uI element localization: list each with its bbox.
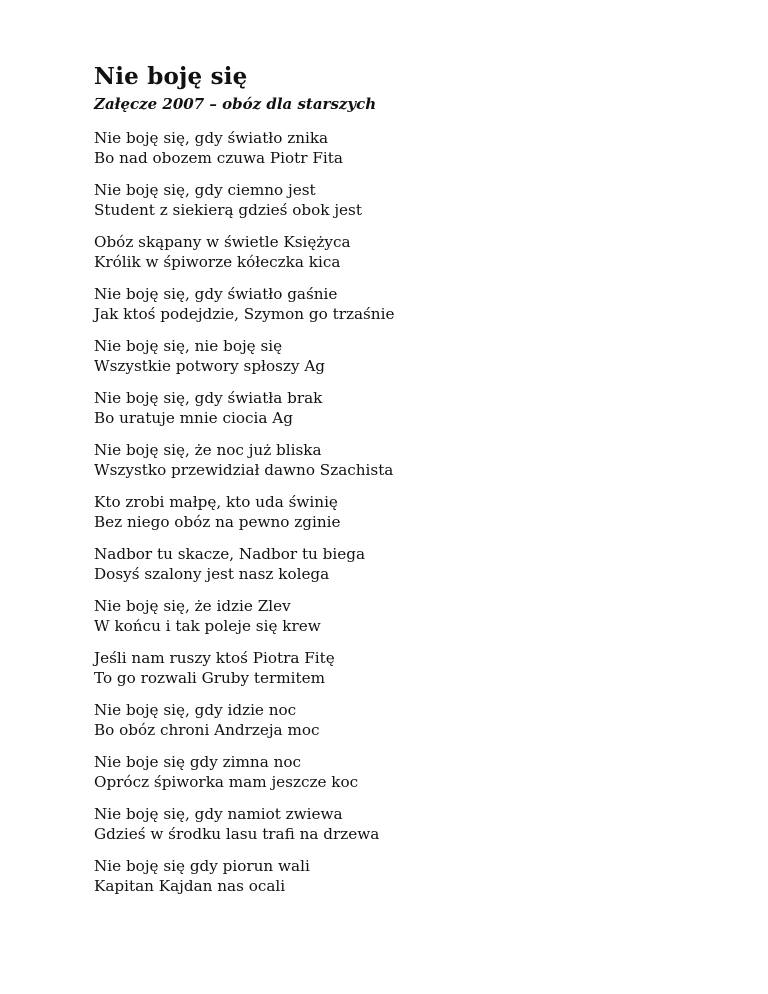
stanza <box>94 388 714 428</box>
stanza <box>94 128 714 168</box>
page-title: Nie boję się <box>94 63 248 90</box>
poem-line: Nie boję się, gdy światło znika <box>94 129 329 147</box>
poem-line: Królik w śpiworze kółeczka kica <box>94 253 341 271</box>
poem-line: Wszystko przewidział dawno Szachista <box>94 461 394 479</box>
poem-body <box>94 128 714 896</box>
poem-line: Kapitan Kajdan nas ocali <box>94 877 286 895</box>
page-subtitle: Załęcze 2007 – obóz dla starszych <box>94 95 377 113</box>
poem-line: Nadbor tu skacze, Nadbor tu biega <box>94 545 366 563</box>
stanza <box>94 856 714 896</box>
poem-line: Bez niego obóz na pewno zginie <box>94 513 341 531</box>
poem-line: Jeśli nam ruszy ktoś Piotra Fitę <box>94 649 335 667</box>
stanza <box>94 752 714 792</box>
poem-line: Nie boję się, gdy namiot zwiewa <box>94 805 343 823</box>
document-page <box>94 62 714 908</box>
poem-line: Bo nad obozem czuwa Piotr Fita <box>94 149 343 167</box>
poem-line: Nie boje się gdy zimna noc <box>94 753 302 771</box>
poem-line: To go rozwali Gruby termitem <box>94 669 326 687</box>
stanza <box>94 232 714 272</box>
stanza <box>94 284 714 324</box>
stanza <box>94 596 714 636</box>
poem-line: Nie boję się, że idzie Zlev <box>94 597 291 615</box>
poem-line: Wszystkie potwory spłoszy Ag <box>94 357 326 375</box>
poem-line: Oprócz śpiworka mam jeszcze koc <box>94 773 359 791</box>
poem-line: Nie boję się, gdy idzie noc <box>94 701 297 719</box>
stanza <box>94 336 714 376</box>
poem-line: Nie boję się, gdy ciemno jest <box>94 181 316 199</box>
stanza <box>94 700 714 740</box>
stanza <box>94 492 714 532</box>
stanza <box>94 804 714 844</box>
poem-line: Nie boję się, gdy światła brak <box>94 389 323 407</box>
poem-line: W końcu i tak poleje się krew <box>94 617 321 635</box>
poem-line: Bo uratuje mnie ciocia Ag <box>94 409 293 427</box>
poem-line: Dosyś szalony jest nasz kolega <box>94 565 330 583</box>
poem-line: Obóz skąpany w świetle Księżyca <box>94 233 351 251</box>
stanza <box>94 544 714 584</box>
poem-line: Nie boję się, że noc już bliska <box>94 441 322 459</box>
stanza <box>94 440 714 480</box>
poem-line: Nie boję się, nie boję się <box>94 337 283 355</box>
poem-line: Jak ktoś podejdzie, Szymon go trzaśnie <box>94 305 395 323</box>
poem-line: Student z siekierą gdzieś obok jest <box>94 201 362 219</box>
poem-line: Gdzieś w środku lasu trafi na drzewa <box>94 825 380 843</box>
stanza <box>94 648 714 688</box>
poem-line: Nie boję się gdy piorun wali <box>94 857 310 875</box>
stanza <box>94 180 714 220</box>
poem-line: Nie boję się, gdy światło gaśnie <box>94 285 338 303</box>
poem-line: Bo obóz chroni Andrzeja moc <box>94 721 320 739</box>
poem-line: Kto zrobi małpę, kto uda świnię <box>94 493 338 511</box>
